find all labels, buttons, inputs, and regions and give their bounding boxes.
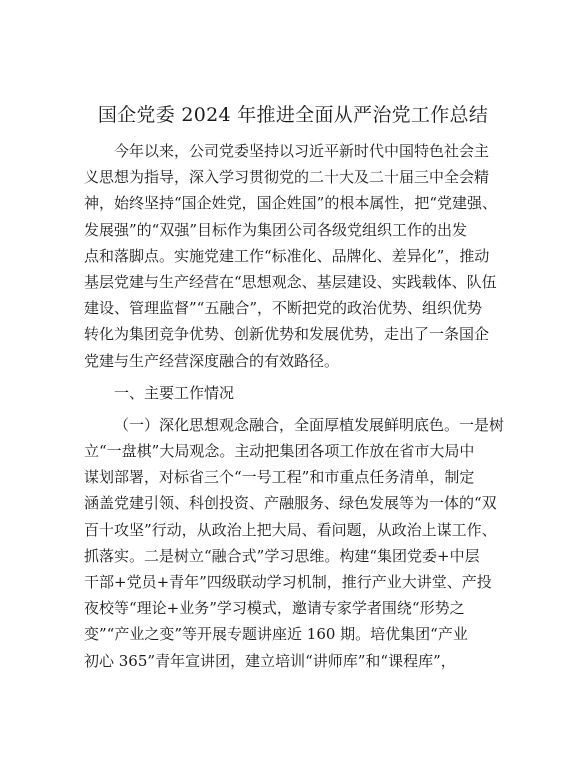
paragraph-line: 百十攻坚”行动，从政治上把大局、看问题，从政治上谋工作、 — [84, 520, 497, 539]
paragraph-line: 今年以来，公司党委坚持以习近平新时代中国特色社会主 — [114, 142, 490, 160]
paragraph-line: （一）深化思想观念融合，全面厚植发展鲜明底色。一是树 — [114, 415, 505, 434]
paragraph-line: 初心 365”青年宣讲团，建立培训“讲师库”和“课程库”， — [84, 651, 456, 670]
paragraph-line: 党建与生产经营深度融合的有效路径。 — [84, 351, 340, 370]
paragraph-line: 转化为集团竞争优势、创新优势和发展优势，走出了一条国企 — [84, 325, 490, 344]
paragraph-line: 抓落实。二是树立“融合式”学习思维。构建“集团党委+中层 — [84, 546, 480, 565]
document-title: 国企党委 2024 年推进全面从严治党工作总结 — [97, 104, 489, 126]
paragraph-line: 干部+党员+青年”四级联动学习机制，推行产业大讲堂、产投 — [84, 573, 492, 591]
paragraph-line: 义思想为指导，深入学习贯彻党的二十大及二十届三中全会精 — [84, 168, 490, 187]
paragraph-line: 点和落脚点。实施党建工作“标准化、品牌化、差异化”，推动 — [84, 246, 490, 265]
section-heading: 一、主要工作情况 — [114, 383, 235, 402]
paragraph-line: 神，始终坚持“国企姓党，国企姓国”的根本属性，把“党建强、 — [84, 194, 498, 213]
paragraph-line: 基层党建与生产经营在“思想观念、基层建设、实践载体、队伍 — [84, 272, 497, 291]
paragraph-line: 建设、管理监督”“五融合”，不断把党的政治优势、组织优势 — [84, 299, 483, 318]
paragraph-line: 涵盖党建引领、科创投资、产融服务、绿色发展等为一体的“双 — [84, 494, 497, 513]
paragraph-line: 发展强”的“双强”目标作为集团公司各级党组织工作的出发 — [84, 220, 468, 239]
paragraph-line: 变”“产业之变”等开展专题讲座近 160 期。培优集团“产业 — [84, 625, 468, 644]
paragraph-line: 谋划部署，对标省三个“一号工程”和市重点任务清单，制定 — [84, 468, 475, 487]
paragraph-line: 立“一盘棋”大局观念。主动把集团各项工作放在省市大局中 — [84, 442, 475, 461]
paragraph-line: 夜校等“理论+业务”学习模式，邀请专家学者围绕“形势之 — [84, 599, 465, 618]
document-body — [84, 138, 524, 674]
